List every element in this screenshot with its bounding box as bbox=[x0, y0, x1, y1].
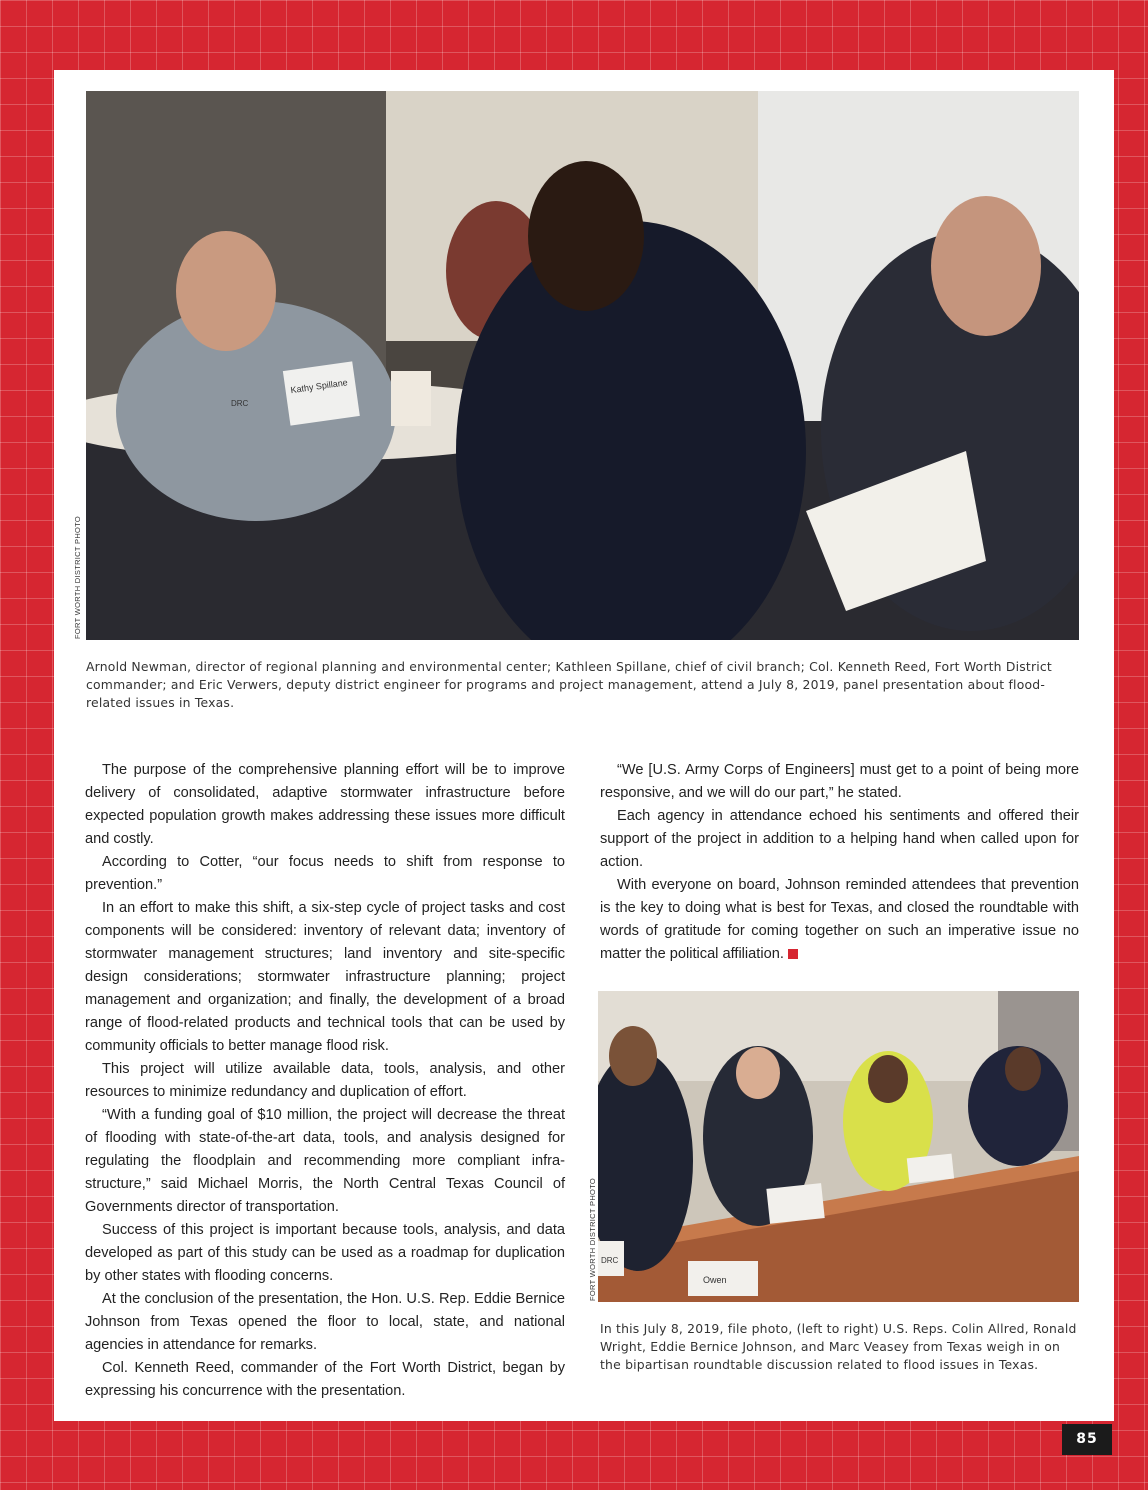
paragraph-text: With everyone on board, Johnson reminded attendees that prevention is the key to doing what is best for Texas, and closed the roundtable with words of gratitude for coming together on such an imperative issue no matter the political affiliation. bbox=[600, 877, 1079, 962]
top-photo-credit: FORT WORTH DISTRICT PHOTO bbox=[73, 515, 82, 639]
paragraph: This project will utilize available data, tools, analysis, and other resources to minimize redundancy and duplication of effort. bbox=[85, 1061, 565, 1100]
bottom-photo-credit: FORT WORTH DISTRICT PHOTO bbox=[588, 1177, 597, 1301]
article-column-right bbox=[600, 759, 1079, 966]
paragraph: “We [U.S. Army Corps of Engineers] must get to a point of being more responsive, and we will do our part,” he stated. bbox=[600, 762, 1079, 801]
paragraph: The purpose of the comprehensive planning effort will be to improve delivery of consolidated, adaptive stormwater infrastructure before expected population growth makes addressing these issues more difficult and costly. bbox=[85, 762, 565, 847]
paragraph: According to Cotter, “our focus needs to shift from response to prevention.” bbox=[85, 854, 565, 893]
bottom-photo-name-card: Owen bbox=[703, 1275, 727, 1285]
magazine-page bbox=[54, 70, 1114, 1421]
article-end-mark bbox=[788, 949, 798, 959]
bottom-photo-illustration bbox=[598, 991, 1079, 1302]
paragraph: Success of this project is important because tools, analysis, and data developed as part of this study can be used as a roadmap for duplication by other states with flooding concerns. bbox=[85, 1222, 565, 1284]
bottom-photo bbox=[598, 991, 1079, 1302]
top-photo-name-card-1: Kathy Spillane bbox=[289, 377, 349, 396]
top-photo bbox=[86, 91, 1079, 640]
paragraph bbox=[600, 874, 1079, 966]
paragraph: “With a funding goal of $10 million, the project will decrease the threat of flooding with state-of-the-art data, tools, and analysis designed for regulating the floodplain and recommending more compliant infrastructure,” said Michael Morris, the North Central Texas Council of Governments director of transportation. bbox=[85, 1107, 565, 1215]
bottom-photo-caption: In this July 8, 2019, file photo, (left to right) U.S. Reps. Colin Allred, Ronald Wright, Eddie Bernice Johnson, and Marc Veasey from Texas weigh in on the bipartisan roundtable discussion related to flood issues in Texas. bbox=[600, 1321, 1077, 1372]
paragraph: Col. Kenneth Reed, commander of the Fort Worth District, began by expressing his concurrence with the presentation. bbox=[85, 1360, 565, 1399]
paragraph: Each agency in attendance echoed his sentiments and offered their support of the project in addition to a helping hand when called upon for action. bbox=[600, 808, 1079, 870]
bottom-photo-drc-card: DRC bbox=[601, 1256, 619, 1265]
top-photo-caption: Arnold Newman, director of regional planning and environmental center; Kathleen Spillane, chief of civil branch; Col. Kenneth Reed, Fort Worth District commander; and Eric Verwers, deputy district engineer for programs and project management, attend a July 8, 2019, panel presentation about flood-related issues in Texas. bbox=[86, 659, 1052, 710]
top-photo-illustration bbox=[86, 91, 1079, 640]
top-photo-name-card-2: DRC bbox=[231, 399, 249, 408]
paragraph: In an effort to make this shift, a six-step cycle of project tasks and cost components will be considered: inventory of relevant data; inventory of stormwater management structures; land inventory and site-specific design considerations; stormwater infrastructure planning; project management and organization; and finally, the development of a broad range of flood-related products and technical tools that can be used by community officials to better manage flood risk. bbox=[85, 900, 565, 1054]
article-column-left bbox=[85, 759, 565, 1403]
page-number: 85 bbox=[1062, 1424, 1112, 1455]
paragraph: At the conclusion of the presentation, the Hon. U.S. Rep. Eddie Bernice Johnson from Texas opened the floor to local, state, and national agencies in attendance for remarks. bbox=[85, 1291, 565, 1353]
